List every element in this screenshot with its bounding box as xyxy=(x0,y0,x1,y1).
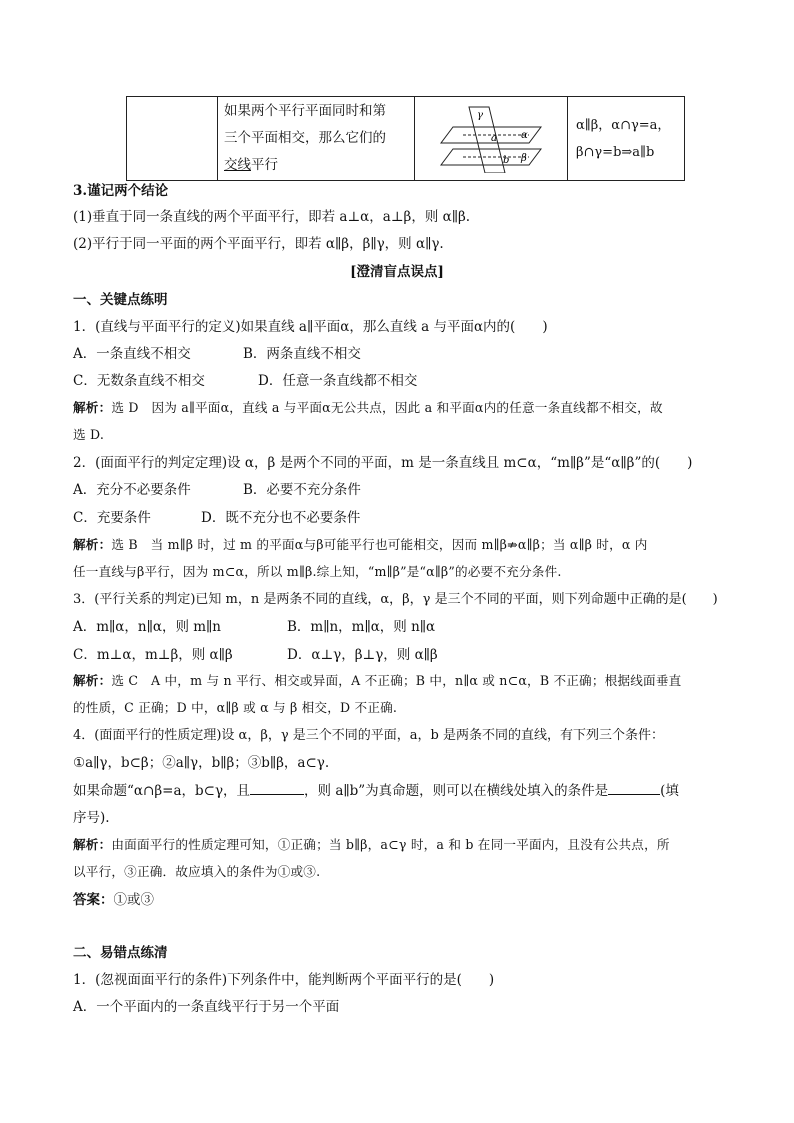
solution-text: 选 D 因为 a∥平面α，直线 a 与平面α无公共点，因此 a 和平面α内的任意一条直线都不相交，故 xyxy=(111,400,663,415)
answer-line xyxy=(73,890,154,910)
part-heading: 二、易错点练清 xyxy=(73,945,168,961)
option-a: A．m∥α，n∥α，则 m∥n xyxy=(73,619,221,635)
underlined-term: 交线 xyxy=(224,157,251,173)
question-line: 序号). xyxy=(73,810,110,826)
solution-line xyxy=(73,835,670,855)
option-a: A．一条直线不相交 xyxy=(73,346,191,362)
question-stem: 1．(忽视面面平行的条件)下列条件中，能判断两个平面平行的是( ) xyxy=(73,972,495,988)
question-text: (填 xyxy=(660,783,679,799)
table-text-line xyxy=(224,152,408,179)
theorem-table xyxy=(126,96,685,181)
solution-line: 的性质，C 正确；D 中，α∥β 或 α 与 β 相交，D 不正确. xyxy=(73,700,398,715)
option-d: D．任意一条直线都不相交 xyxy=(258,373,418,389)
table-row xyxy=(127,97,685,181)
label-gamma: γ xyxy=(477,109,483,121)
answer-label: 答案： xyxy=(73,892,114,908)
table-cell-symbol xyxy=(568,97,685,181)
label-a: a xyxy=(491,132,497,144)
table-text-line: 三个平面相交，那么它们的 xyxy=(224,130,386,146)
option-d: D．α⊥γ，β⊥γ，则 α∥β xyxy=(287,647,438,663)
solution-line: 选 D. xyxy=(73,427,105,442)
conclusion-line: (1)垂直于同一条直线的两个平面平行，即若 a⊥α，a⊥β，则 α∥β. xyxy=(73,209,471,225)
option-c: C．无数条直线不相交 xyxy=(73,373,205,389)
solution-text: 由面面平行的性质定理可知，①正确；当 b∥β，a⊂γ 时，a 和 b 在同一平面内，且没有公共点，所 xyxy=(111,837,670,852)
symbol-line: β∩γ=b⇒a∥b xyxy=(576,144,655,160)
solution-label: 解析： xyxy=(73,400,112,415)
table-cell-text xyxy=(218,97,415,181)
option-b: B．必要不充分条件 xyxy=(243,482,361,498)
symbol-line: α∥β，α∩γ=a， xyxy=(576,117,671,133)
question-stem: 1．(直线与平面平行的定义)如果直线 a∥平面α，那么直线 a 与平面α内的( ) xyxy=(73,319,548,335)
solution-line xyxy=(73,535,648,555)
answer-text: ①或③ xyxy=(113,892,154,908)
conclusion-line: (2)平行于同一平面的两个平面平行，即若 α∥β，β∥γ，则 α∥γ. xyxy=(73,236,444,252)
conditions-line: ①a∥γ，b⊂β；②a∥γ，b∥β；③b∥β，a⊂γ. xyxy=(73,755,330,771)
question-stem: 4．(面面平行的性质定理)设 α，β，γ 是三个不同的平面，a，b 是两条不同的直线，有下列三个条件： xyxy=(73,728,664,743)
option-b: B．两条直线不相交 xyxy=(243,346,361,362)
solution-line: 以平行，③正确．故应填入的条件为①或③. xyxy=(73,864,321,879)
solution-label: 解析： xyxy=(73,537,112,552)
solution-line xyxy=(73,671,681,691)
table-cell-figure xyxy=(415,97,568,181)
solution-label: 解析： xyxy=(73,837,112,852)
question-text: ，则 a∥b”为真命题，则可以在横线处填入的条件是 xyxy=(304,783,609,799)
answer-blank[interactable] xyxy=(250,781,304,795)
label-b: b xyxy=(503,154,510,166)
question-stem: 2．(面面平行的判定定理)设 α，β 是两个不同的平面，m 是一条直线且 m⊂α，“m∥β”是“α∥β”的( ) xyxy=(73,455,693,471)
question-stem: 3．(平行关系的判定)已知 m，n 是两条不同的直线，α，β，γ 是三个不同的平面，则下列命题中正确的是( ) xyxy=(73,592,718,607)
parallel-planes-figure xyxy=(431,101,551,173)
option-b: B．m∥n，m∥α，则 n∥α xyxy=(287,619,436,635)
option-c: C．充要条件 xyxy=(73,510,151,526)
plane-gamma xyxy=(469,107,505,173)
table-text-tail: 平行 xyxy=(251,157,278,173)
option-a: A．充分不必要条件 xyxy=(73,482,191,498)
question-line xyxy=(73,781,679,801)
part-heading: 一、关键点练明 xyxy=(73,292,168,308)
solution-label: 解析： xyxy=(73,673,112,688)
solution-line xyxy=(73,398,663,418)
solution-text: 选 C A 中，m 与 n 平行、相交或异面，A 不正确；B 中，n∥α 或 n⊂α，B 不正确；根据线面垂直 xyxy=(111,673,682,688)
option-a: A．一个平面内的一条直线平行于另一个平面 xyxy=(73,999,340,1015)
question-text: 如果命题“α∩β=a，b⊂γ，且 xyxy=(73,783,251,799)
table-cell-empty xyxy=(127,97,218,181)
answer-blank[interactable] xyxy=(608,781,660,795)
solution-line: 任一直线与β平行，因为 m⊂α，所以 m∥β.综上知，“m∥β”是“α∥β”的必要不充分条件. xyxy=(73,564,562,579)
solution-text: 选 B 当 m∥β 时，过 m 的平面α与β可能平行也可能相交，因而 m∥β⇏α∥β；当 α∥β 时，α 内 xyxy=(111,537,648,552)
label-alpha: α xyxy=(521,129,528,141)
section-heading: 3.谨记两个结论 xyxy=(73,183,169,199)
label-beta: β xyxy=(521,152,527,164)
option-d: D．既不充分也不必要条件 xyxy=(201,510,361,526)
option-c: C．m⊥α，m⊥β，则 α∥β xyxy=(73,647,233,663)
table-text-line: 如果两个平行平面同时和第 xyxy=(224,103,386,119)
clarify-title: [澄清盲点误点] xyxy=(350,264,444,280)
